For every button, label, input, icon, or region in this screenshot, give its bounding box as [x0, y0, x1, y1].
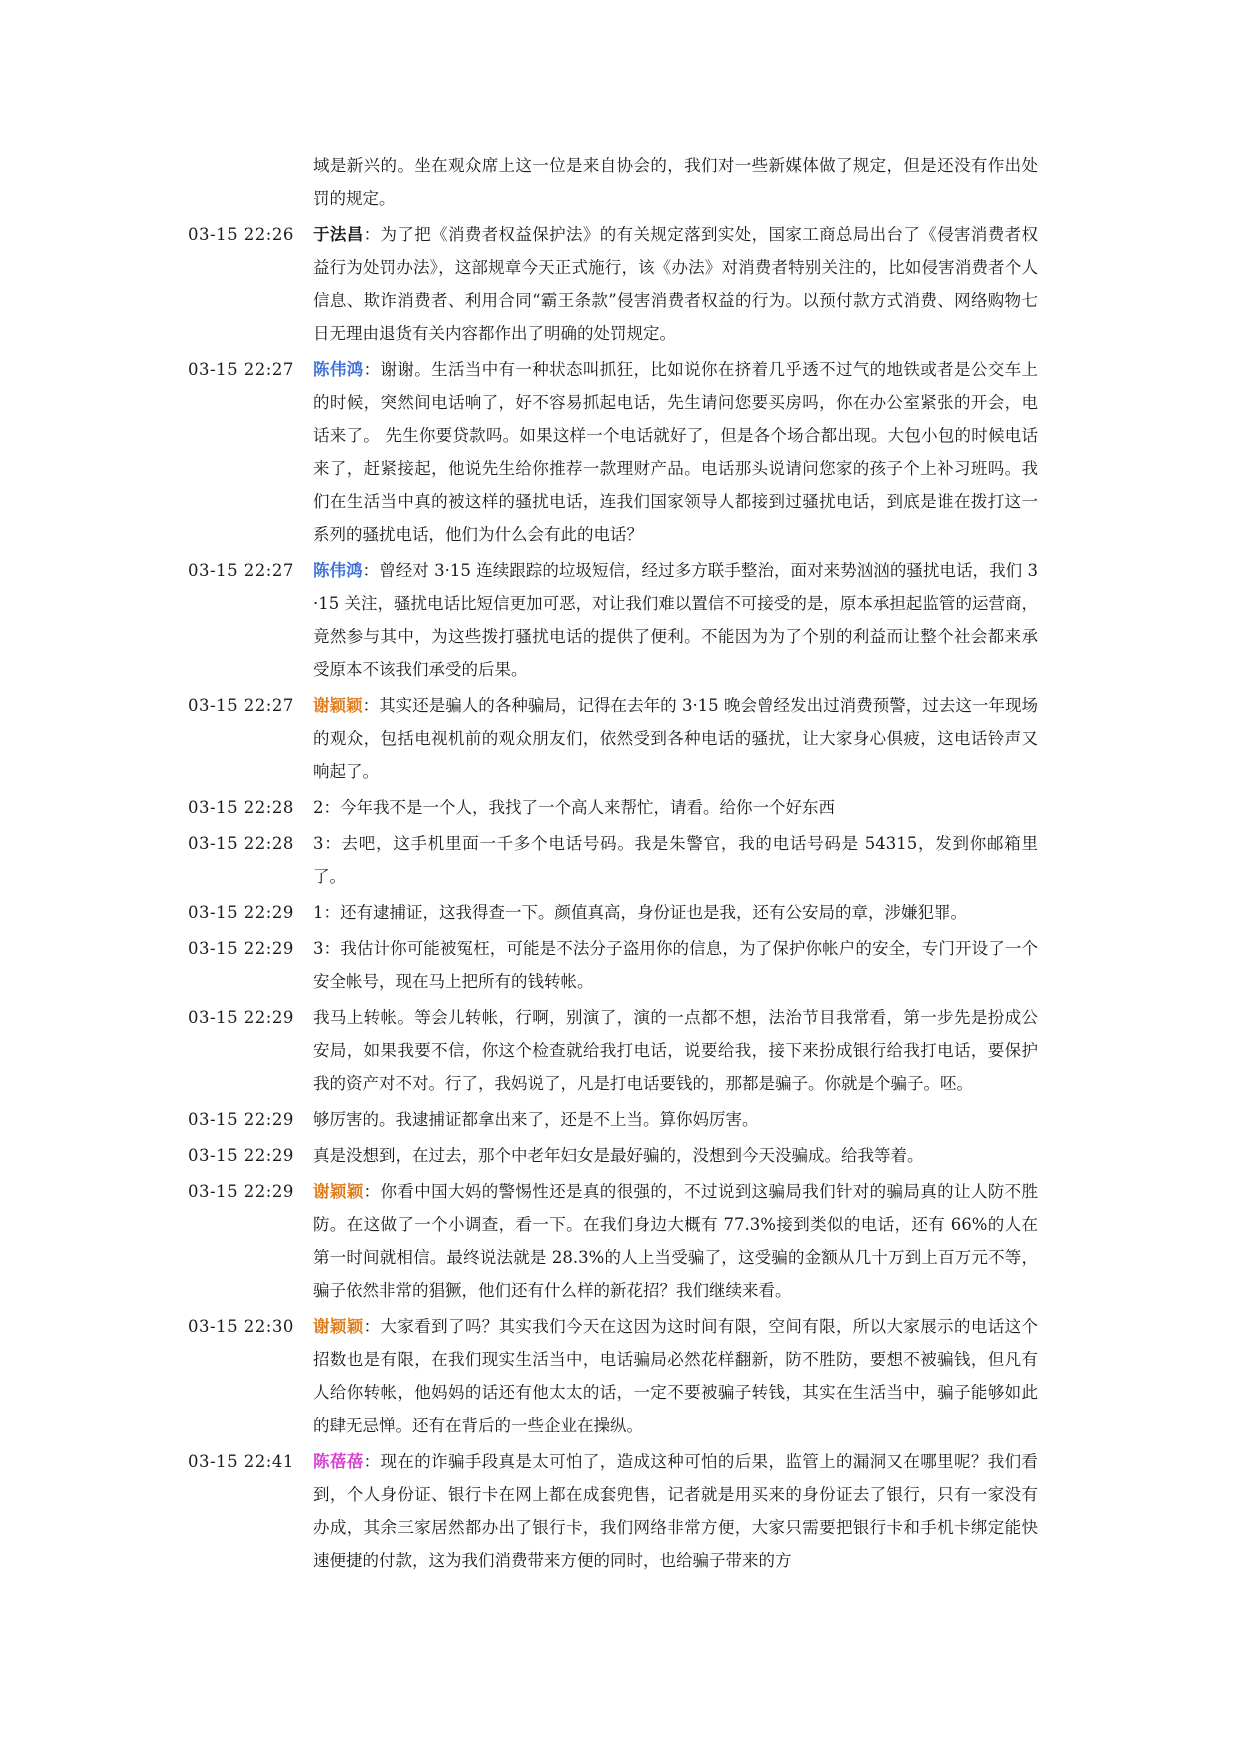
entry-text: 够厉害的。我逮捕证都拿出来了，还是不上当。算你妈厉害。 — [313, 1110, 759, 1129]
entry-timestamp: 03-15 22:26 — [188, 225, 294, 244]
entry-text: 域是新兴的。坐在观众席上这一位是来自协会的，我们对一些新媒体做了规定，但是还没有作出处罚的规定。 — [313, 156, 1038, 208]
entry-timestamp: 03-15 22:27 — [188, 561, 294, 580]
entry-body — [313, 353, 1038, 551]
entry-speaker: 谢颖颖 — [313, 1317, 364, 1336]
entry-timestamp: 03-15 22:29 — [188, 1146, 294, 1165]
entry-timestamp: 03-15 22:29 — [188, 1008, 294, 1027]
entry-body — [313, 1175, 1038, 1307]
transcript-entry — [188, 896, 1048, 929]
transcript-entry — [188, 1445, 1048, 1577]
entry-body — [313, 1001, 1038, 1100]
entry-body — [313, 1445, 1038, 1577]
entry-text: ：曾经对 3·15 连续跟踪的垃圾短信，经过多方联手整治，面对来势汹汹的骚扰电话，我们 3·15 关注，骚扰电话比短信更加可恶，对让我们难以置信不可接受的是，原本承担起监管的运营商，竟然参与其中，为这些拨打骚扰电话的提供了便利。不能因为为了个别的利益而让整个社会都来承受原本不该我们承受的后果。 — [313, 561, 1038, 679]
entry-speaker: 谢颖颖 — [313, 1182, 364, 1201]
transcript-entry — [188, 1103, 1048, 1136]
transcript-entry — [188, 689, 1048, 788]
transcript-entry — [188, 1001, 1048, 1100]
entry-text: 1：还有逮捕证，这我得查一下。颜值真高，身份证也是我，还有公安局的章，涉嫌犯罪。 — [313, 903, 967, 922]
entry-timestamp: 03-15 22:41 — [188, 1452, 294, 1471]
entry-speaker: 陈伟鸿 — [313, 561, 363, 580]
entry-timestamp: 03-15 22:29 — [188, 1110, 294, 1129]
entry-timestamp: 03-15 22:30 — [188, 1317, 294, 1336]
entry-body — [313, 932, 1038, 998]
transcript-entry — [188, 932, 1048, 998]
entry-timestamp: 03-15 22:27 — [188, 696, 294, 715]
entry-speaker: 陈伟鸿 — [313, 360, 364, 379]
live-transcript — [188, 149, 1048, 1580]
entry-text: 3：去吧，这手机里面一千多个电话号码。我是朱警官，我的电话号码是 54315，发到你邮箱里了。 — [313, 834, 1038, 886]
entry-text: ：为了把《消费者权益保护法》的有关规定落到实处，国家工商总局出台了《侵害消费者权益行为处罚办法》，这部规章今天正式施行，该《办法》对消费者特别关注的，比如侵害消费者个人信息、欺诈消费者、利用合同“霸王条款”侵害消费者权益的行为。以预付款方式消费、网络购物七日无理由退货有关内容都作出了明确的处罚规定。 — [313, 225, 1039, 343]
entry-timestamp: 03-15 22:29 — [188, 1182, 294, 1201]
entry-timestamp: 03-15 22:28 — [188, 834, 294, 853]
entry-body — [313, 1310, 1038, 1442]
entry-body — [313, 689, 1038, 788]
transcript-entry — [188, 554, 1048, 686]
transcript-entry — [188, 149, 1048, 215]
entry-timestamp: 03-15 22:29 — [188, 903, 294, 922]
entry-speaker: 谢颖颖 — [313, 696, 363, 715]
entry-text: 我马上转帐。等会儿转帐，行啊，别演了，演的一点都不想，法治节目我常看，第一步先是扮成公安局，如果我要不信，你这个检查就给我打电话，说要给我，接下来扮成银行给我打电话，要保护我的资产对不对。行了，我妈说了，凡是打电话要钱的，那都是骗子。你就是个骗子。呸。 — [313, 1008, 1038, 1093]
entry-timestamp — [188, 149, 313, 215]
entry-text: 3：我估计你可能被冤枉，可能是不法分子盗用你的信息，为了保护你帐户的安全，专门开设了一个安全帐号，现在马上把所有的钱转帐。 — [313, 939, 1038, 991]
entry-text: ：大家看到了吗？其实我们今天在这因为这时间有限，空间有限，所以大家展示的电话这个招数也是有限，在我们现实生活当中，电话骗局必然花样翻新，防不胜防，要想不被骗钱，但凡有人给你转帐，他妈妈的话还有他太太的话，一定不要被骗子转钱，其实在生活当中，骗子能够如此的肆无忌惮。还有在背后的一些企业在操纵。 — [313, 1317, 1039, 1435]
entry-body — [313, 791, 1038, 824]
entry-body — [313, 554, 1038, 686]
entry-timestamp: 03-15 22:28 — [188, 798, 294, 817]
entry-timestamp: 03-15 22:29 — [188, 939, 294, 958]
entry-body — [313, 827, 1038, 893]
entry-text: ：其实还是骗人的各种骗局，记得在去年的 3·15 晚会曾经发出过消费预警，过去这一年现场的观众，包括电视机前的观众朋友们，依然受到各种电话的骚扰，让大家身心俱疲，这电话铃声又响起了。 — [313, 696, 1038, 781]
entry-body — [313, 218, 1038, 350]
transcript-entry — [188, 353, 1048, 551]
entry-body — [313, 149, 1038, 215]
entry-speaker: 于法昌 — [313, 225, 364, 244]
entry-text: 2：今年我不是一个人，我找了一个高人来帮忙，请看。给你一个好东西 — [313, 798, 835, 817]
entry-timestamp: 03-15 22:27 — [188, 360, 294, 379]
entry-text: 真是没想到，在过去，那个中老年妇女是最好骗的，没想到今天没骗成。给我等着。 — [313, 1146, 924, 1165]
transcript-entry — [188, 218, 1048, 350]
transcript-entry — [188, 1139, 1048, 1172]
entry-text: ：谢谢。生活当中有一种状态叫抓狂，比如说你在挤着几乎透不过气的地铁或者是公交车上的时候，突然间电话响了，好不容易抓起电话，先生请问您要买房吗，你在办公室紧张的开会，电话来了。 先生你要贷款吗。如果这样一个电话就好了，但是各个场合都出现。大包小包的时候电话来了，赶紧接起，他说先生给你推荐一款理财产品。电话那头说请问您家的孩子个上补习班吗。我们在生活当中真的被这样的骚扰电话，连我们国家领导人都接到过骚扰电话，到底是谁在拨打这一系列的骚扰电话，他们为什么会有此的电话？ — [313, 360, 1039, 544]
entry-text: ：现在的诈骗手段真是太可怕了，造成这种可怕的后果，监管上的漏洞又在哪里呢？我们看到，个人身份证、银行卡在网上都在成套兜售，记者就是用买来的身份证去了银行，只有一家没有办成，其余三家居然都办出了银行卡，我们网络非常方便，大家只需要把银行卡和手机卡绑定能快速便捷的付款，这为我们消费带来方便的同时，也给骗子带来的方 — [313, 1452, 1039, 1570]
transcript-entry — [188, 791, 1048, 824]
transcript-entry — [188, 1310, 1048, 1442]
transcript-entry — [188, 1175, 1048, 1307]
entry-body — [313, 1139, 1038, 1172]
entry-body — [313, 1103, 1038, 1136]
entry-text: ：你看中国大妈的警惕性还是真的很强的，不过说到这骗局我们针对的骗局真的让人防不胜防。在这做了一个小调查，看一下。在我们身边大概有 77.3%接到类似的电话，还有 66%的人在第一时间就相信。最终说法就是 28.3%的人上当受骗了，这受骗的金额从几十万到上百万元不等，骗子依然非常的猖獗，他们还有什么样的新花招？我们继续来看。 — [313, 1182, 1039, 1300]
entry-body — [313, 896, 1038, 929]
entry-speaker: 陈蓓蓓 — [313, 1452, 364, 1471]
transcript-entry — [188, 827, 1048, 893]
